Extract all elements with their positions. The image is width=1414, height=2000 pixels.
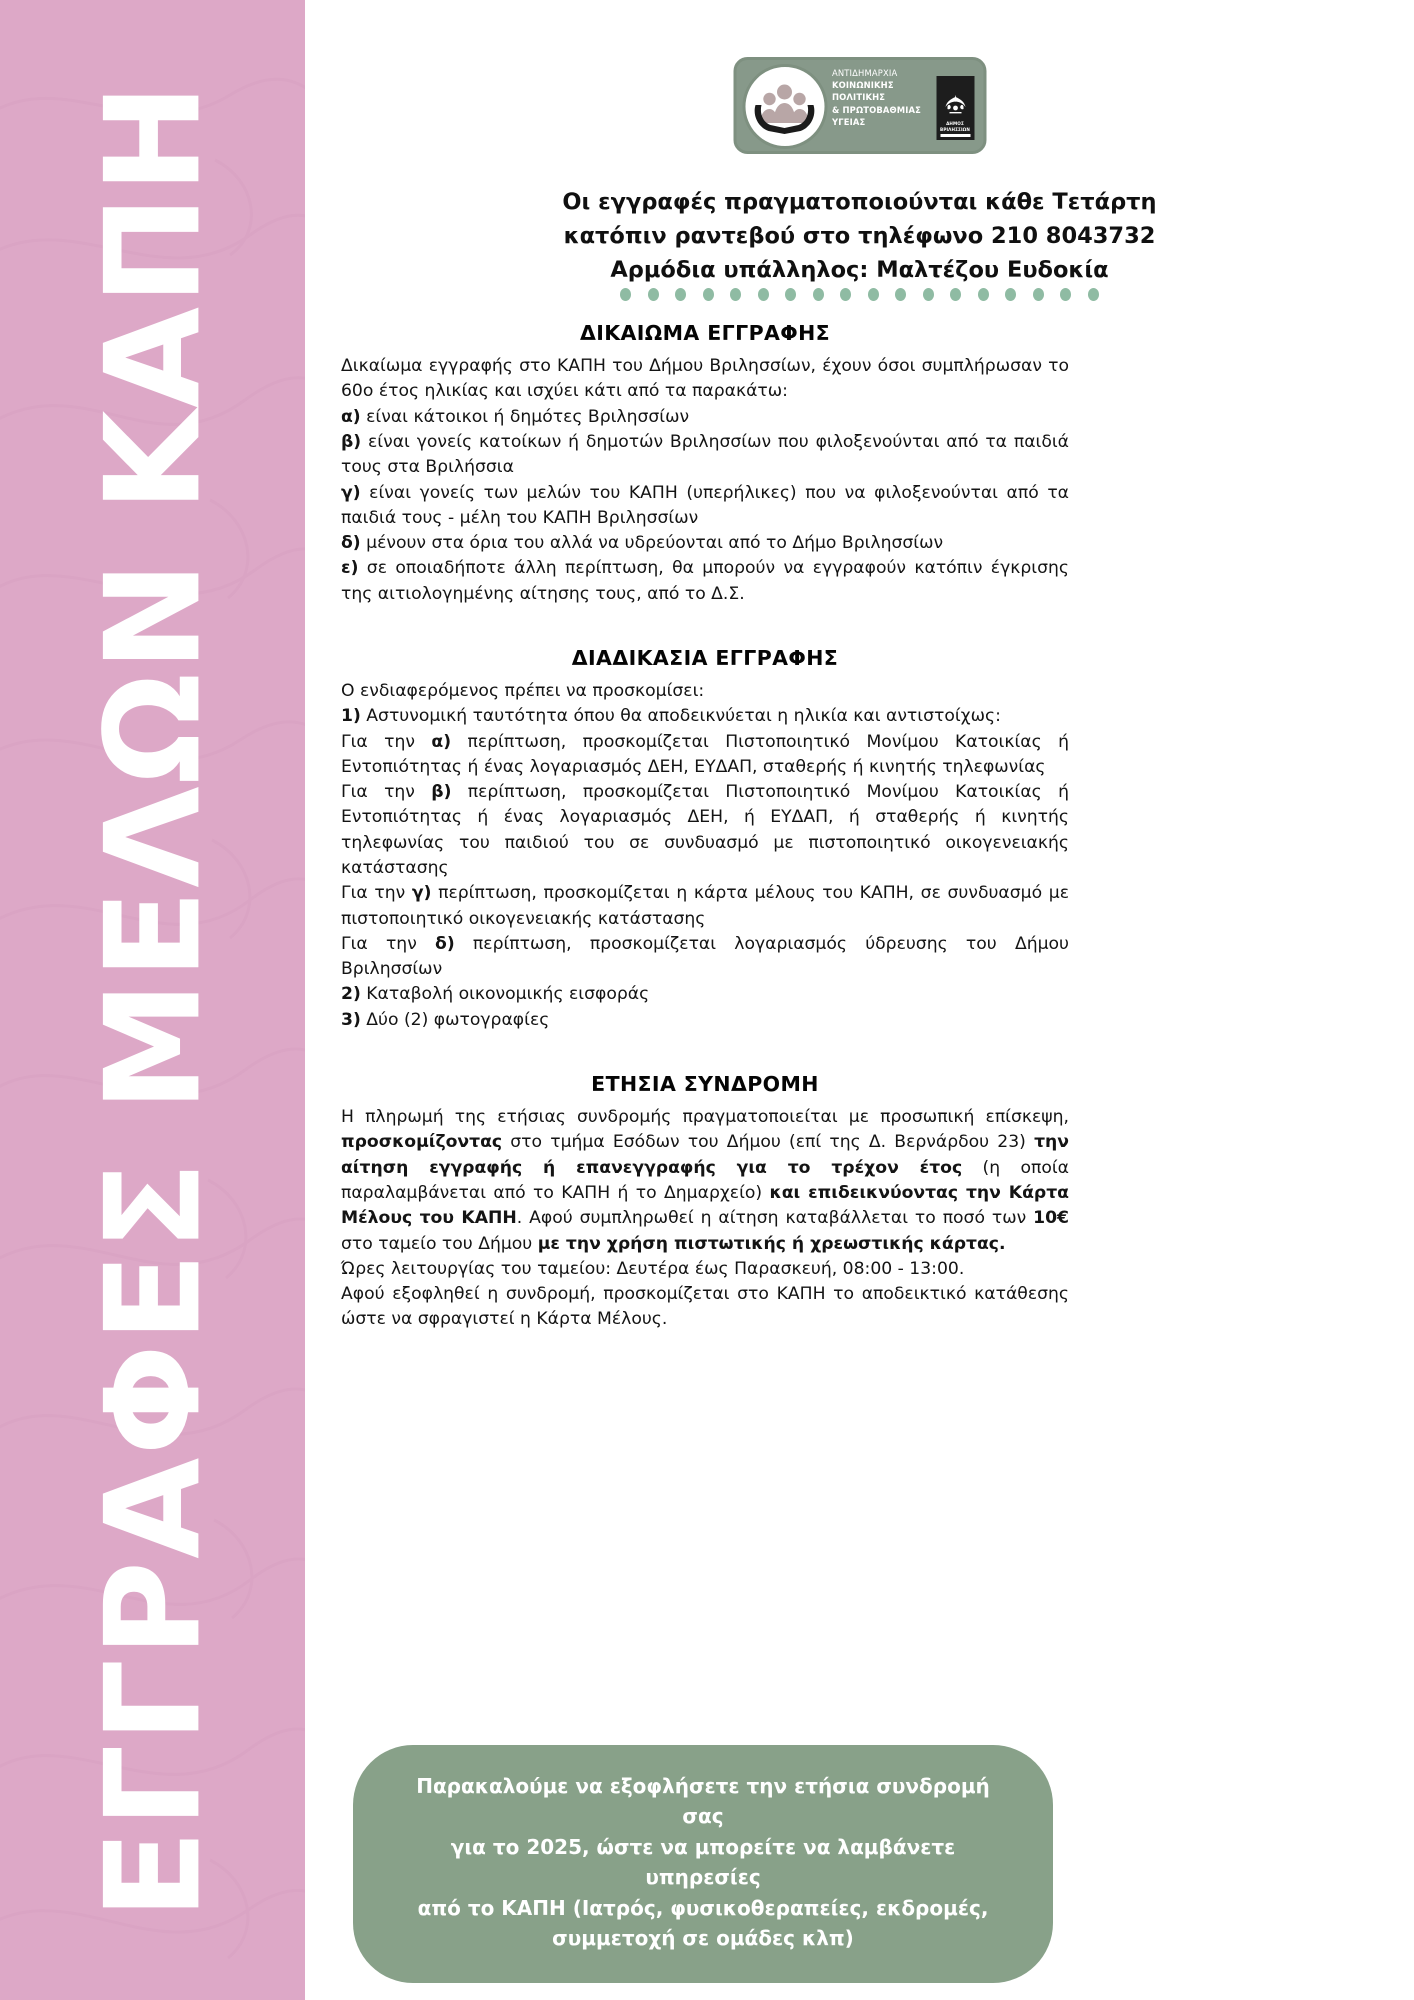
case-c-marker: γ) — [411, 883, 432, 904]
divider-dot — [730, 288, 741, 301]
municipality-emblem-icon — [936, 76, 974, 140]
divider-dot — [978, 288, 989, 301]
divider-dot — [1033, 288, 1044, 301]
fee-part-g: . Αφού συμπληρωθεί η αίτηση καταβάλλεται το ποσό των — [516, 1208, 1034, 1229]
case-c-post: περίπτωση, προσκομίζεται η κάρτα μέλους του ΚΑΠΗ, σε συνδυασμό με πιστοποιητικό οικογενειακής κατάστασης — [341, 883, 1069, 929]
rights-item-a — [341, 405, 1069, 430]
process-marker-2: 2) — [341, 984, 361, 1005]
registration-header — [305, 185, 1414, 288]
divider-dot — [868, 288, 879, 301]
fee-bold-submitting: προσκομίζοντας — [341, 1132, 503, 1153]
logo-line-4: & ΠΡΩΤΟΒΑΘΜΙΑΣ — [832, 104, 922, 115]
case-b-marker: β) — [431, 782, 452, 803]
rights-text-a: είναι κάτοικοι ή δημότες Βριλησσίων — [360, 406, 690, 427]
case-d-pre: Για την — [341, 933, 436, 954]
rights-text-b: είναι γονείς κατοίκων ή δημοτών Βριλησσίων που φιλοξενούνται από τα παιδιά τους στα Βριλήσσια — [341, 431, 1069, 478]
divider-dot — [1088, 288, 1099, 301]
document-main-column — [305, 0, 1414, 2000]
divider-dot — [813, 288, 824, 301]
payment-reminder-callout — [353, 1745, 1053, 1983]
emblem-line-2: ΒΡΙΛΗΣΣΙΩΝ — [940, 126, 970, 132]
rights-intro: Δικαίωμα εγγραφής στο ΚΑΠΗ του Δήμου Βριλησσίων, έχουν όσοι συμπλήρωσαν το 60ο έτος ηλικίας και ισχύει κάτι από τα παρακάτω: — [341, 356, 1069, 402]
logo-line-3: ΠΟΛΙΤΙΚΗΣ — [832, 92, 886, 103]
fee-part-c: στο τμήμα Εσόδων του Δήμου (επί της Δ. Βερνάρδου 23) — [502, 1132, 1035, 1153]
header-line-1: Οι εγγραφές πραγματοποιούνται κάθε Τετάρτη — [562, 189, 1157, 215]
emblem-line-1: ΔΗΜΟΣ — [946, 121, 964, 127]
rights-text-d: μένουν στα όρια του αλλά να υδρεύονται από το Δήμο Βριλησσίων — [360, 533, 944, 554]
fee-part-a: Η πληρωμή της ετήσιας συνδρομής πραγματοποιείται με προσωπική επίσκεψη, — [341, 1107, 1069, 1128]
case-d-post: περίπτωση, προσκομίζεται λογαριασμός ύδρευσης του Δήμου Βριλησσίων — [341, 933, 1069, 980]
process-step-3-text: Δύο (2) φωτογραφίες — [360, 1009, 550, 1030]
rights-marker-d: δ) — [341, 533, 361, 554]
rights-marker-c: γ) — [341, 482, 361, 503]
fee-part-e: (η οποία παραλαμβάνεται από το ΚΑΠΗ ή το Δημαρχείο) — [341, 1157, 1069, 1203]
divider-dot — [648, 288, 659, 301]
fee-bold-application: την αίτηση εγγραφής ή επανεγγραφής για το τρέχον έτος — [341, 1132, 1069, 1178]
case-b-pre: Για την — [341, 782, 432, 803]
callout-line-2: για το 2025, ώστε να μπορείτε να λαμβάνετε υπηρεσίες — [450, 1834, 956, 1890]
rights-item-c — [341, 481, 1069, 532]
process-step-1-text: Αστυνομική ταυτότητα όπου θα αποδεικνύεται η ηλικία και αντιστοίχως: — [360, 706, 1001, 727]
divider-dot — [950, 288, 961, 301]
dotted-divider — [305, 288, 1414, 301]
divider-dot — [758, 288, 769, 301]
divider-dot — [1005, 288, 1016, 301]
process-case-b — [341, 780, 1069, 881]
fee-bold-membercard: και επιδεικνύοντας την Κάρτα Μέλους του ΚΑΠΗ — [341, 1182, 1069, 1229]
logo-line-5: ΥΓΕΙΑΣ — [832, 116, 866, 127]
fee-bold-cardpayment: με την χρήση πιστωτικής ή χρεωστικής κάρτας. — [537, 1233, 1006, 1254]
fee-amount: 10€ — [1033, 1208, 1069, 1229]
rights-marker-e: ε) — [341, 558, 359, 579]
divider-dot — [923, 288, 934, 301]
process-step-2-text: Καταβολή οικονομικής εισφοράς — [360, 984, 650, 1005]
rights-text-c: είναι γονείς των μελών του ΚΑΠΗ (υπερήλικες) που να φιλοξενούνται από τα παιδιά τους - μέλη του ΚΑΠΗ Βριλησσίων — [341, 482, 1069, 528]
fee-paragraph — [341, 1105, 1069, 1257]
rights-item-d — [341, 531, 1069, 556]
fee-part-i: στο ταμείο του Δήμου — [341, 1233, 538, 1254]
fee-final-line: Αφού εξοφληθεί η συνδρομή, προσκομίζεται στο ΚΑΠΗ το αποδεικτικό κατάθεσης ώστε να σφραγιστεί η Κάρτα Μέλους. — [341, 1284, 1069, 1330]
process-marker-3: 3) — [341, 1009, 361, 1030]
emblem-bar — [940, 134, 970, 137]
rights-marker-b: β) — [341, 431, 362, 452]
logo-plaque — [733, 57, 986, 154]
caring-hands-icon — [742, 64, 827, 149]
process-case-a — [341, 730, 1069, 781]
left-sidebar-banner — [0, 0, 305, 2000]
section-title-process: ΔΙΑΔΙΚΑΣΙΑ ΕΓΓΡΑΦΗΣ — [571, 645, 839, 670]
divider-dot — [620, 288, 631, 301]
fee-hours-line: Ώρες λειτουργίας του ταμείου: Δευτέρα έως Παρασκευή, 08:00 - 13:00. — [341, 1258, 965, 1279]
logo-department-text — [832, 67, 932, 128]
callout-line-4: συμμετοχή σε ομάδες κλπ) — [552, 1925, 854, 1950]
case-a-marker: α) — [431, 731, 452, 752]
logo-line-2: ΚΟΙΝΩΝΙΚΗΣ — [832, 80, 894, 91]
section-title-rights: ΔΙΚΑΙΩΜΑ ΕΓΓΡΑΦΗΣ — [579, 321, 831, 345]
process-marker-1: 1) — [341, 706, 361, 727]
header-line-3: Αρμόδια υπάλληλος: Μαλτέζου Ευδοκία — [610, 257, 1109, 284]
rights-item-b — [341, 430, 1069, 481]
case-c-pre: Για την — [341, 883, 412, 904]
organization-logo — [733, 57, 986, 154]
header-line-2: κατόπιν ραντεβού στο τηλέφωνο 210 8043732 — [563, 223, 1156, 250]
divider-dot — [840, 288, 851, 301]
logo-line-1: ΑΝΤΙΔΗΜΑΡΧΙΑ — [832, 68, 898, 78]
section-title-fee: ΕΤΗΣΙΑ ΣΥΝΔΡΟΜΗ — [591, 1072, 819, 1096]
process-case-c — [341, 881, 1069, 932]
callout-line-3: από το ΚΑΠΗ (Ιατρός, φυσικοθεραπείες, εκδρομές, — [417, 1895, 989, 1920]
case-b-post: περίπτωση, προσκομίζεται Πιστοποιητικό Μονίμου Κατοικίας ή Εντοπιότητας ή ένας λογαριασμός ΔΕΗ, ή ΕΥΔΑΠ, ή σταθερής ή κινητής τηλεφωνίας του παιδιού του σε συνδυασμό με πιστοποιητικό οικογενειακής κατάστασης — [341, 782, 1069, 879]
rights-marker-a: α) — [341, 406, 361, 427]
divider-dot — [895, 288, 906, 301]
rights-item-e — [341, 556, 1069, 607]
case-d-marker: δ) — [435, 933, 455, 954]
case-a-post: περίπτωση, προσκομίζεται Πιστοποιητικό Μονίμου Κατοικίας ή Εντοπιότητας ή ένας λογαριασμός ΔΕΗ, ΕΥΔΑΠ, σταθερής ή κινητής τηλεφωνίας — [341, 731, 1069, 777]
divider-dot — [675, 288, 686, 301]
process-case-d — [341, 932, 1069, 983]
case-a-pre: Για την — [341, 731, 432, 752]
divider-dot — [785, 288, 796, 301]
divider-dot — [703, 288, 714, 301]
process-step-2 — [341, 982, 1069, 1007]
callout-line-1: Παρακαλούμε να εξοφλήσετε την ετήσια συνδρομή σας — [416, 1774, 990, 1829]
rights-text-e: σε οποιαδήποτε άλλη περίπτωση, θα μπορούν να εγγραφούν κατόπιν έγκρισης της αιτιολογημένης αίτησης τους, από το Δ.Σ. — [341, 558, 1069, 604]
document-body — [341, 318, 1069, 1333]
sidebar-title: ΕΓΓΡΑΦΕΣ ΜΕΛΩΝ ΚΑΠΗ — [76, 81, 229, 1919]
process-intro: Ο ενδιαφερόμενος πρέπει να προσκομίσει: — [341, 681, 705, 702]
divider-dot — [1060, 288, 1071, 301]
process-step-3 — [341, 1008, 1069, 1033]
process-step-1 — [341, 704, 1069, 729]
